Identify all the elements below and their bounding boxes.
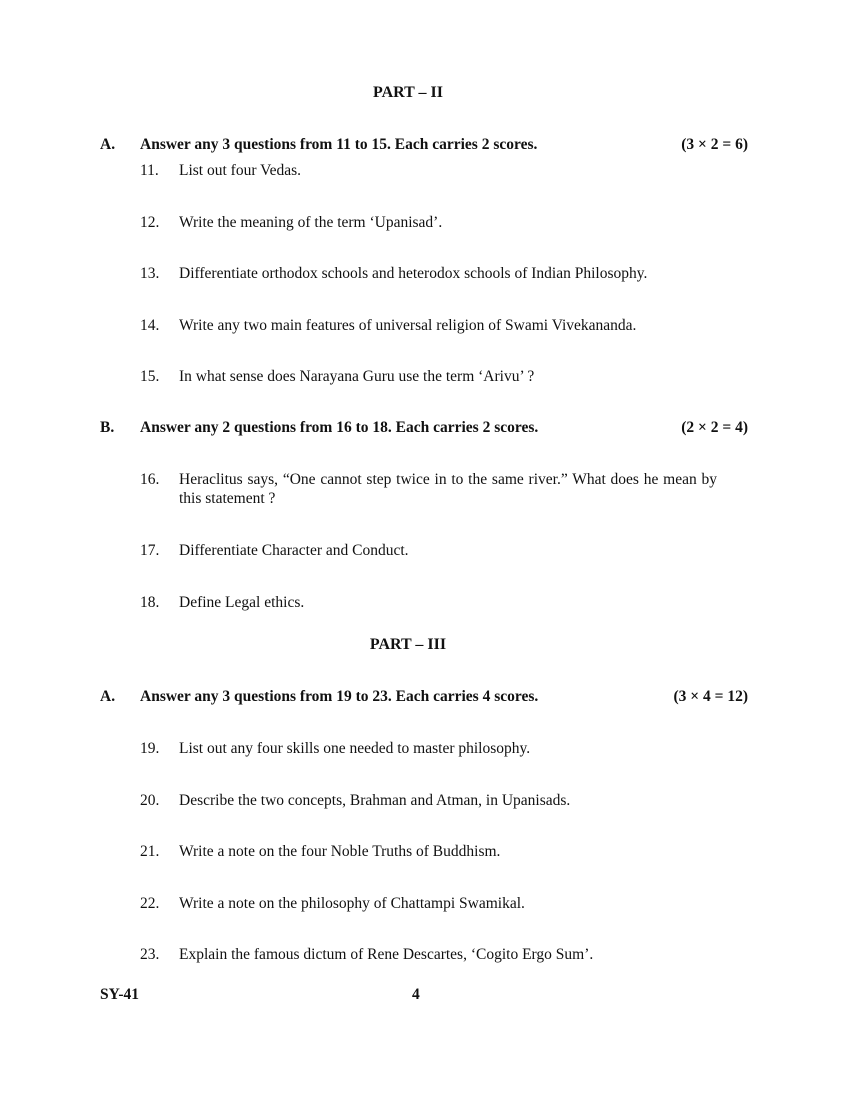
question-19	[140, 739, 717, 758]
question-number: 11.	[140, 162, 159, 179]
question-number: 16.	[140, 471, 160, 488]
question-17	[140, 541, 717, 560]
question-text: Define Legal ethics.	[179, 594, 305, 611]
question-13	[140, 264, 717, 283]
question-text: Differentiate orthodox schools and heterodox schools of Indian Philosophy.	[179, 265, 648, 282]
question-21	[140, 842, 717, 861]
question-15	[140, 367, 717, 386]
question-number: 12.	[140, 214, 160, 231]
question-text: List out four Vedas.	[179, 162, 301, 179]
question-text: Write any two main features of universal religion of Swami Vivekananda.	[179, 317, 637, 334]
question-text: Differentiate Character and Conduct.	[179, 542, 409, 559]
question-text: List out any four skills one needed to master philosophy.	[179, 740, 531, 757]
question-23	[140, 945, 717, 964]
section-instruction: Answer any 3 questions from 19 to 23. Each carries 4 scores.	[140, 688, 539, 705]
question-text: Describe the two concepts, Brahman and Atman, in Upanisads.	[179, 792, 571, 809]
section-letter: A.	[100, 136, 116, 153]
question-text: Write a note on the philosophy of Chattampi Swamikal.	[179, 895, 525, 912]
question-11	[140, 161, 717, 180]
part-3-title: PART – III	[369, 636, 447, 653]
part-2-title: PART – II	[373, 84, 443, 101]
question-12	[140, 213, 717, 232]
question-text: Write a note on the four Noble Truths of Buddhism.	[179, 843, 501, 860]
question-number: 13.	[140, 265, 160, 282]
question-text: Write the meaning of the term ‘Upanisad’.	[179, 214, 443, 231]
question-number: 15.	[140, 368, 160, 385]
section-instruction: Answer any 2 questions from 16 to 18. Each carries 2 scores.	[140, 419, 539, 436]
section-instruction: Answer any 3 questions from 11 to 15. Each carries 2 scores.	[140, 136, 538, 153]
section-marks: (3 × 2 = 6)	[681, 136, 748, 153]
section-letter: A.	[100, 688, 116, 705]
question-number: 21.	[140, 843, 160, 860]
question-text: In what sense does Narayana Guru use the term ‘Arivu’ ?	[179, 368, 535, 385]
question-22	[140, 894, 717, 913]
question-number: 22.	[140, 895, 160, 912]
question-number: 23.	[140, 946, 160, 963]
question-number: 18.	[140, 594, 160, 611]
question-14	[140, 316, 717, 335]
question-text: Explain the famous dictum of Rene Descartes, ‘Cogito Ergo Sum’.	[179, 946, 594, 963]
question-text: Heraclitus says, “One cannot step twice in to the same river.” What does he mean by this statement ?	[179, 471, 717, 507]
section-marks: (3 × 4 = 12)	[673, 688, 748, 705]
question-number: 19.	[140, 740, 160, 757]
section-marks: (2 × 2 = 4)	[681, 419, 748, 436]
question-20	[140, 791, 717, 810]
question-18	[140, 593, 717, 612]
question-number: 14.	[140, 317, 160, 334]
question-number: 17.	[140, 542, 160, 559]
question-16	[140, 470, 717, 508]
question-number: 20.	[140, 792, 160, 809]
page-number: 4	[412, 986, 420, 1003]
paper-code: SY-41	[100, 986, 140, 1003]
section-letter: B.	[100, 419, 115, 436]
